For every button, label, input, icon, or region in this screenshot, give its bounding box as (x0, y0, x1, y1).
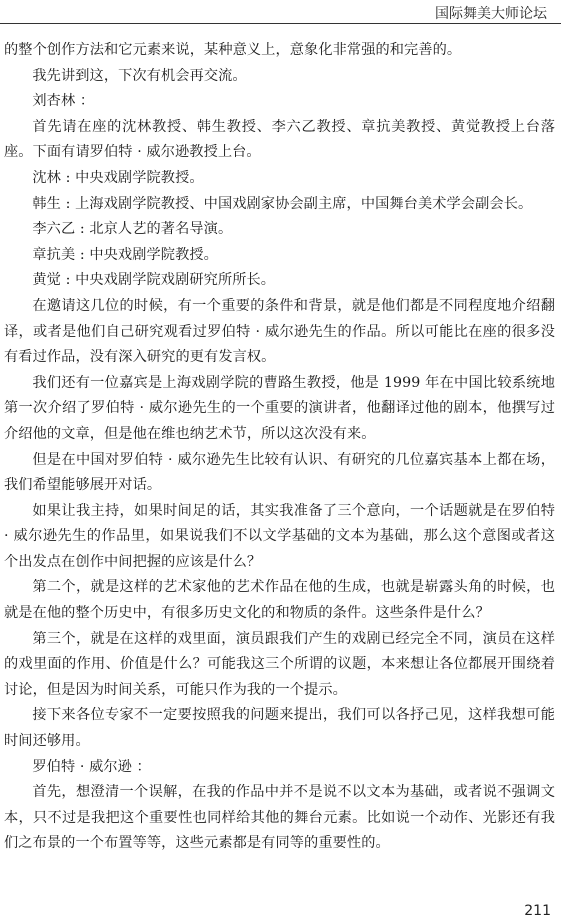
header-title: 国际舞美大师论坛 (435, 6, 547, 22)
paragraph: 的整个创作方法和它元素来说，某种意义上，意象化非常强的和完善的。 (4, 42, 462, 58)
running-header (0, 0, 561, 24)
paragraph: 我们还有一位嘉宾是上海戏剧学院的曹路生教授，他是 1999 年在中国比较系统地第一次介绍了罗伯特 · 威尔逊先生的一个重要的演讲者，他翻译过他的剧本，他撰写过介绍他的文章，但是他在维也纳艺术节，所以这次没有来。 (4, 374, 555, 442)
paragraph: 如果让我主持，如果时间足的话，其实我准备了三个意向，一个话题就是在罗伯特 · 威尔逊先生的作品里，如果说我们不以文学基础的文本为基础，那么这个意图或者这个出发点在创作中间把握的应该是什么？ (4, 502, 555, 570)
paragraph: 第二个，就是这样的艺术家他的艺术作品在他的生成，也就是崭露头角的时候，也就是在他的整个历史中，有很多历史文化的和物质的条件。这些条件是什么？ (4, 579, 555, 622)
header-rule (0, 23, 561, 24)
paragraph: 在邀请这几位的时候，有一个重要的条件和背景，就是他们都是不同程度地介绍翻译，或者是他们自己研究观看过罗伯特 · 威尔逊先生的作品。所以可能比在座的很多没有看过作品，没有深入研究的更有发言权。 (4, 297, 555, 366)
paragraph: 首先请在座的沈林教授、韩生教授、李六乙教授、章抗美教授、黄觉教授上台落座。下面有请罗伯特 · 威尔逊教授上台。 (4, 118, 555, 161)
paragraph: 韩生 : 上海戏剧学院教授、中国戏剧家协会副主席，中国舞台美术学会副会长。 (32, 195, 533, 212)
paragraph: 接下来各位专家不一定要按照我的问题来提出，我们可以各抒己见，这样我想可能时间还够用。 (4, 707, 555, 750)
body-text (4, 38, 555, 857)
paragraph: 刘杏林 ： (32, 93, 95, 110)
paragraph: 罗伯特 · 威尔逊 ： (32, 758, 151, 775)
page-number: 211 (524, 903, 551, 919)
paragraph: 李六乙 : 北京人艺的著名导演。 (32, 221, 233, 238)
paragraph: 我先讲到这，下次有机会再交流。 (32, 67, 247, 84)
paragraph: 沈林 : 中央戏剧学院教授。 (32, 169, 204, 186)
paragraph: 首先，想澄清一个误解，在我的作品中并不是说不以文本为基础，或者说不强调文本，只不过是我把这个重要性也同样给其他的舞台元素。比如说一个动作、光影还有我们之布景的一个布置等等，这些元素都是有同等的重要性的。 (4, 784, 555, 852)
paragraph: 黄觉 : 中央戏剧学院戏剧研究所所长。 (32, 272, 276, 289)
paragraph: 章抗美 : 中央戏剧学院教授。 (32, 246, 218, 263)
paragraph: 但是在中国对罗伯特 · 威尔逊先生比较有认识、有研究的几位嘉宾基本上都在场，我们希望能够展开对话。 (4, 451, 555, 494)
paragraph: 第三个，就是在这样的戏里面，演员跟我们产生的戏剧已经完全不同，演员在这样的戏里面的作用、价值是什么？可能我这三个所谓的议题，本来想让各位都展开围绕着讨论，但是因为时间关系，可能只作为我的一个提示。 (4, 630, 555, 698)
